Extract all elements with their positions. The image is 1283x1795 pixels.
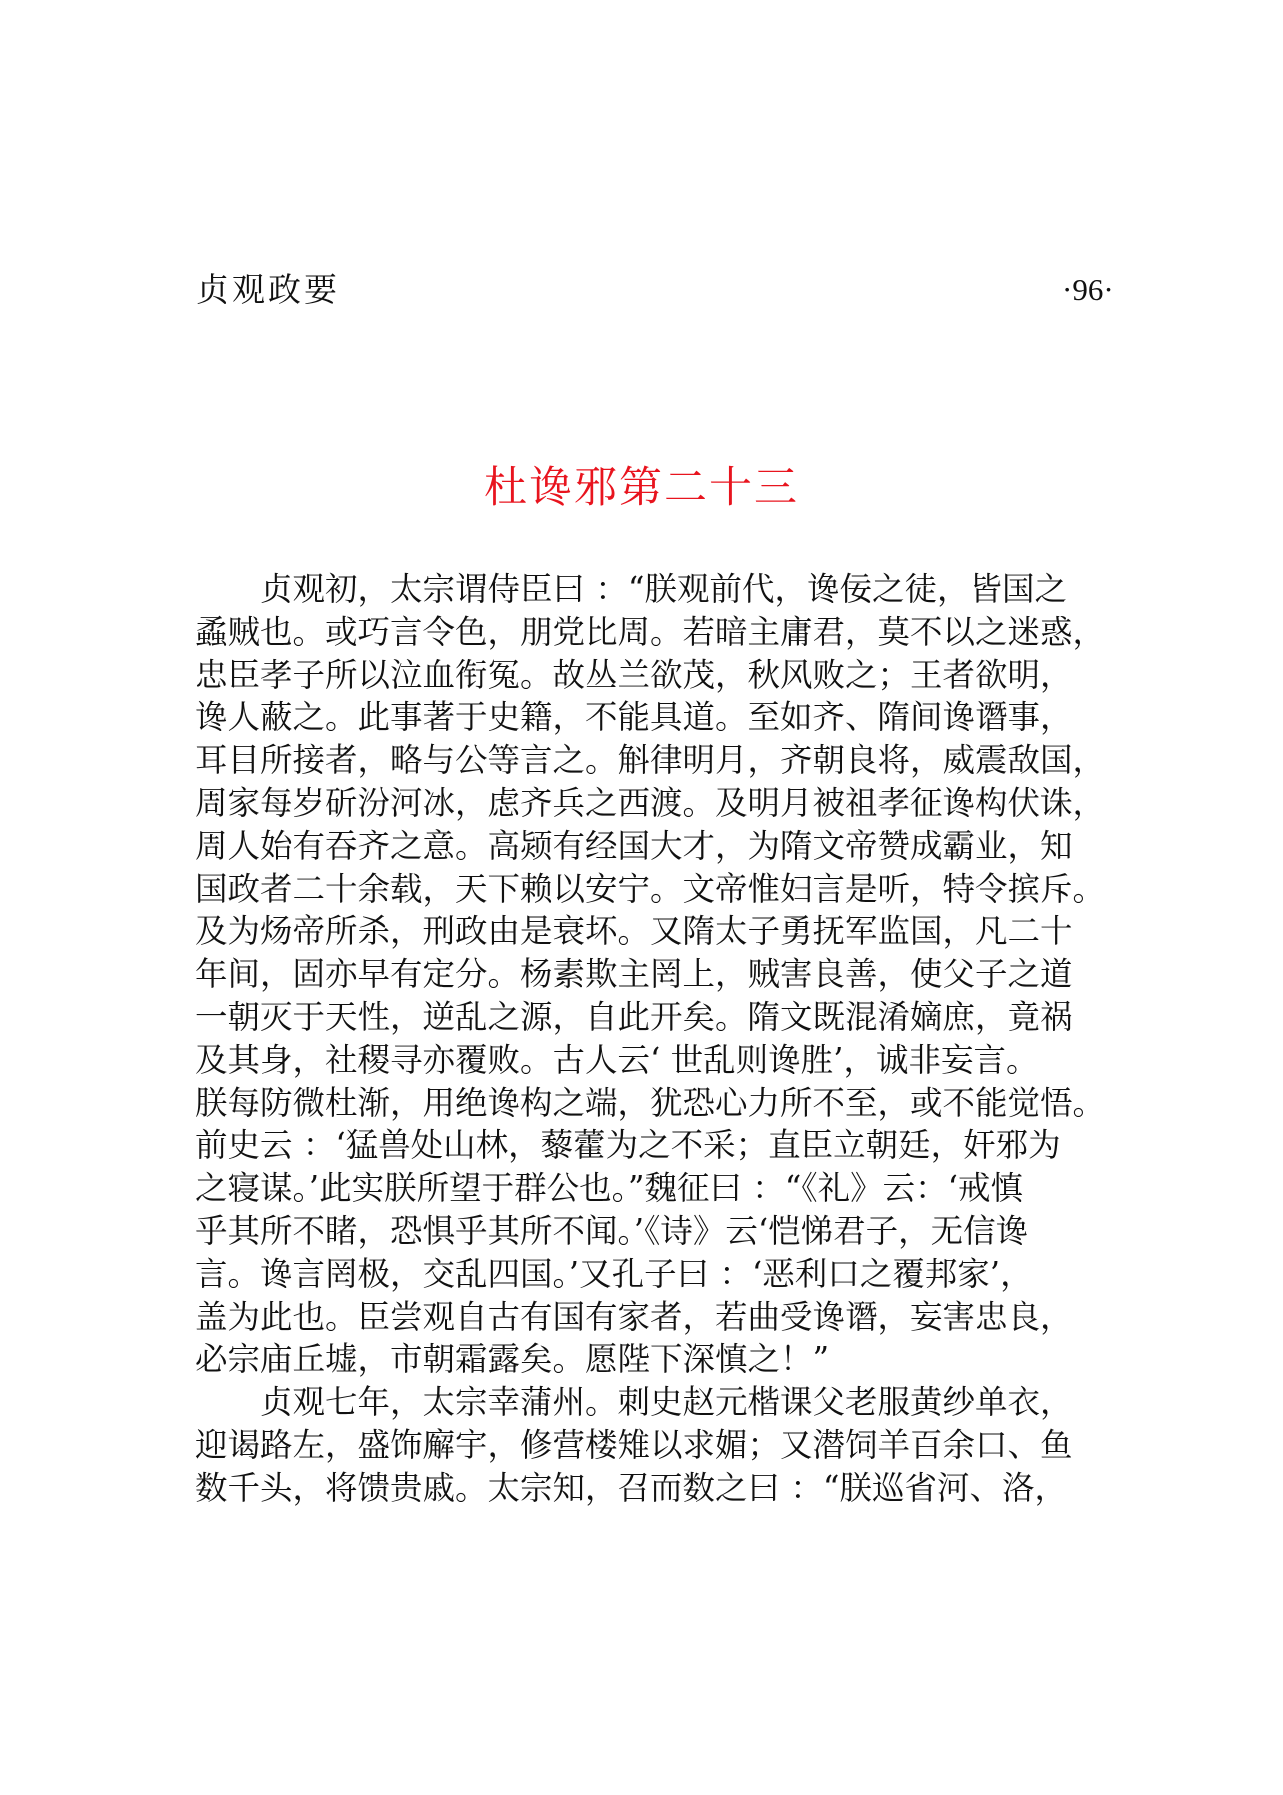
running-head-book-title: 贞观政要 bbox=[196, 270, 340, 309]
text-line: 周人始有吞齐之意。高颎有经国大才，为隋文帝赞成霸业，知 bbox=[195, 826, 1073, 865]
text-line: 前史云 ：‘猛兽处山林，藜藿为之不采；直臣立朝廷，奸邪为 bbox=[195, 1126, 1061, 1165]
text-line: 周家每岁斫汾河冰，虑齐兵之西渡。及明月被祖孝征谗构伏诛， bbox=[195, 783, 1106, 822]
text-line: 一朝灭于天性，逆乱之源，自此开矣。隋文既混淆嫡庶，竟祸 bbox=[195, 997, 1073, 1036]
text-line: 朕每防微杜渐，用绝谗构之端，犹恐心力所不至，或不能觉悟。 bbox=[195, 1083, 1106, 1122]
text-line: 谗人蔽之。此事著于史籍，不能具道。至如齐、隋间谗谮事， bbox=[195, 698, 1073, 737]
chapter-title: 杜谗邪第二十三 bbox=[484, 463, 799, 513]
text-line: 年间，固亦早有定分。杨素欺主罔上，贼害良善，使父子之道 bbox=[195, 955, 1073, 994]
text-line: 之寝谋。’此实朕所望于群公也。”魏征曰 ：“《礼》云：‘戒慎 bbox=[195, 1169, 1023, 1208]
text-line: 贞观七年，太宗幸蒲州。刺史赵元楷课父老服黄纱单衣， bbox=[260, 1383, 1073, 1422]
text-line: 及其身，社稷寻亦覆败。古人云‘ 世乱则谗胜’，诚非妄言。 bbox=[195, 1040, 1039, 1079]
text-line: 国政者二十余载，天下赖以安宁。文帝惟妇言是听，特令摈斥。 bbox=[195, 869, 1106, 908]
text-line: 乎其所不睹，恐惧乎其所不闻。’《诗》云‘恺悌君子，无信谗 bbox=[195, 1211, 1029, 1250]
text-line: 迎谒路左，盛饰廨宇，修营楼雉以求媚；又潜饲羊百余口、鱼 bbox=[195, 1425, 1073, 1464]
text-line: 蟊贼也。或巧言令色，朋党比周。若暗主庸君，莫不以之迷惑， bbox=[195, 612, 1106, 651]
text-line: 贞观初，太宗谓侍臣曰 ：“朕观前代，谗佞之徒，皆国之 bbox=[260, 570, 1067, 608]
page-number: ·96· bbox=[1062, 272, 1114, 307]
body-text bbox=[195, 568, 1115, 1510]
text-line: 及为炀帝所杀，刑政由是衰坏。又隋太子勇抚军监国，凡二十 bbox=[195, 912, 1073, 951]
text-line: 盖为此也。臣尝观自古有国有家者，若曲受谗谮，妄害忠良， bbox=[195, 1297, 1073, 1336]
text-line: 数千头，将馈贵戚。太宗知，召而数之曰 ：“朕巡省河、洛， bbox=[195, 1468, 1067, 1507]
text-line: 耳目所接者，略与公等言之。斛律明月，齐朝良将，威震敌国， bbox=[195, 741, 1106, 780]
text-line: 言。谗言罔极，交乱四国。’又孔子曰 ：‘恶利口之覆邦家’， bbox=[195, 1254, 1033, 1293]
text-line: 忠臣孝子所以泣血衔冤。故丛兰欲茂，秋风败之；王者欲明， bbox=[195, 655, 1073, 694]
text-line: 必宗庙丘墟，市朝霜露矣。愿陛下深慎之！” bbox=[195, 1340, 830, 1379]
